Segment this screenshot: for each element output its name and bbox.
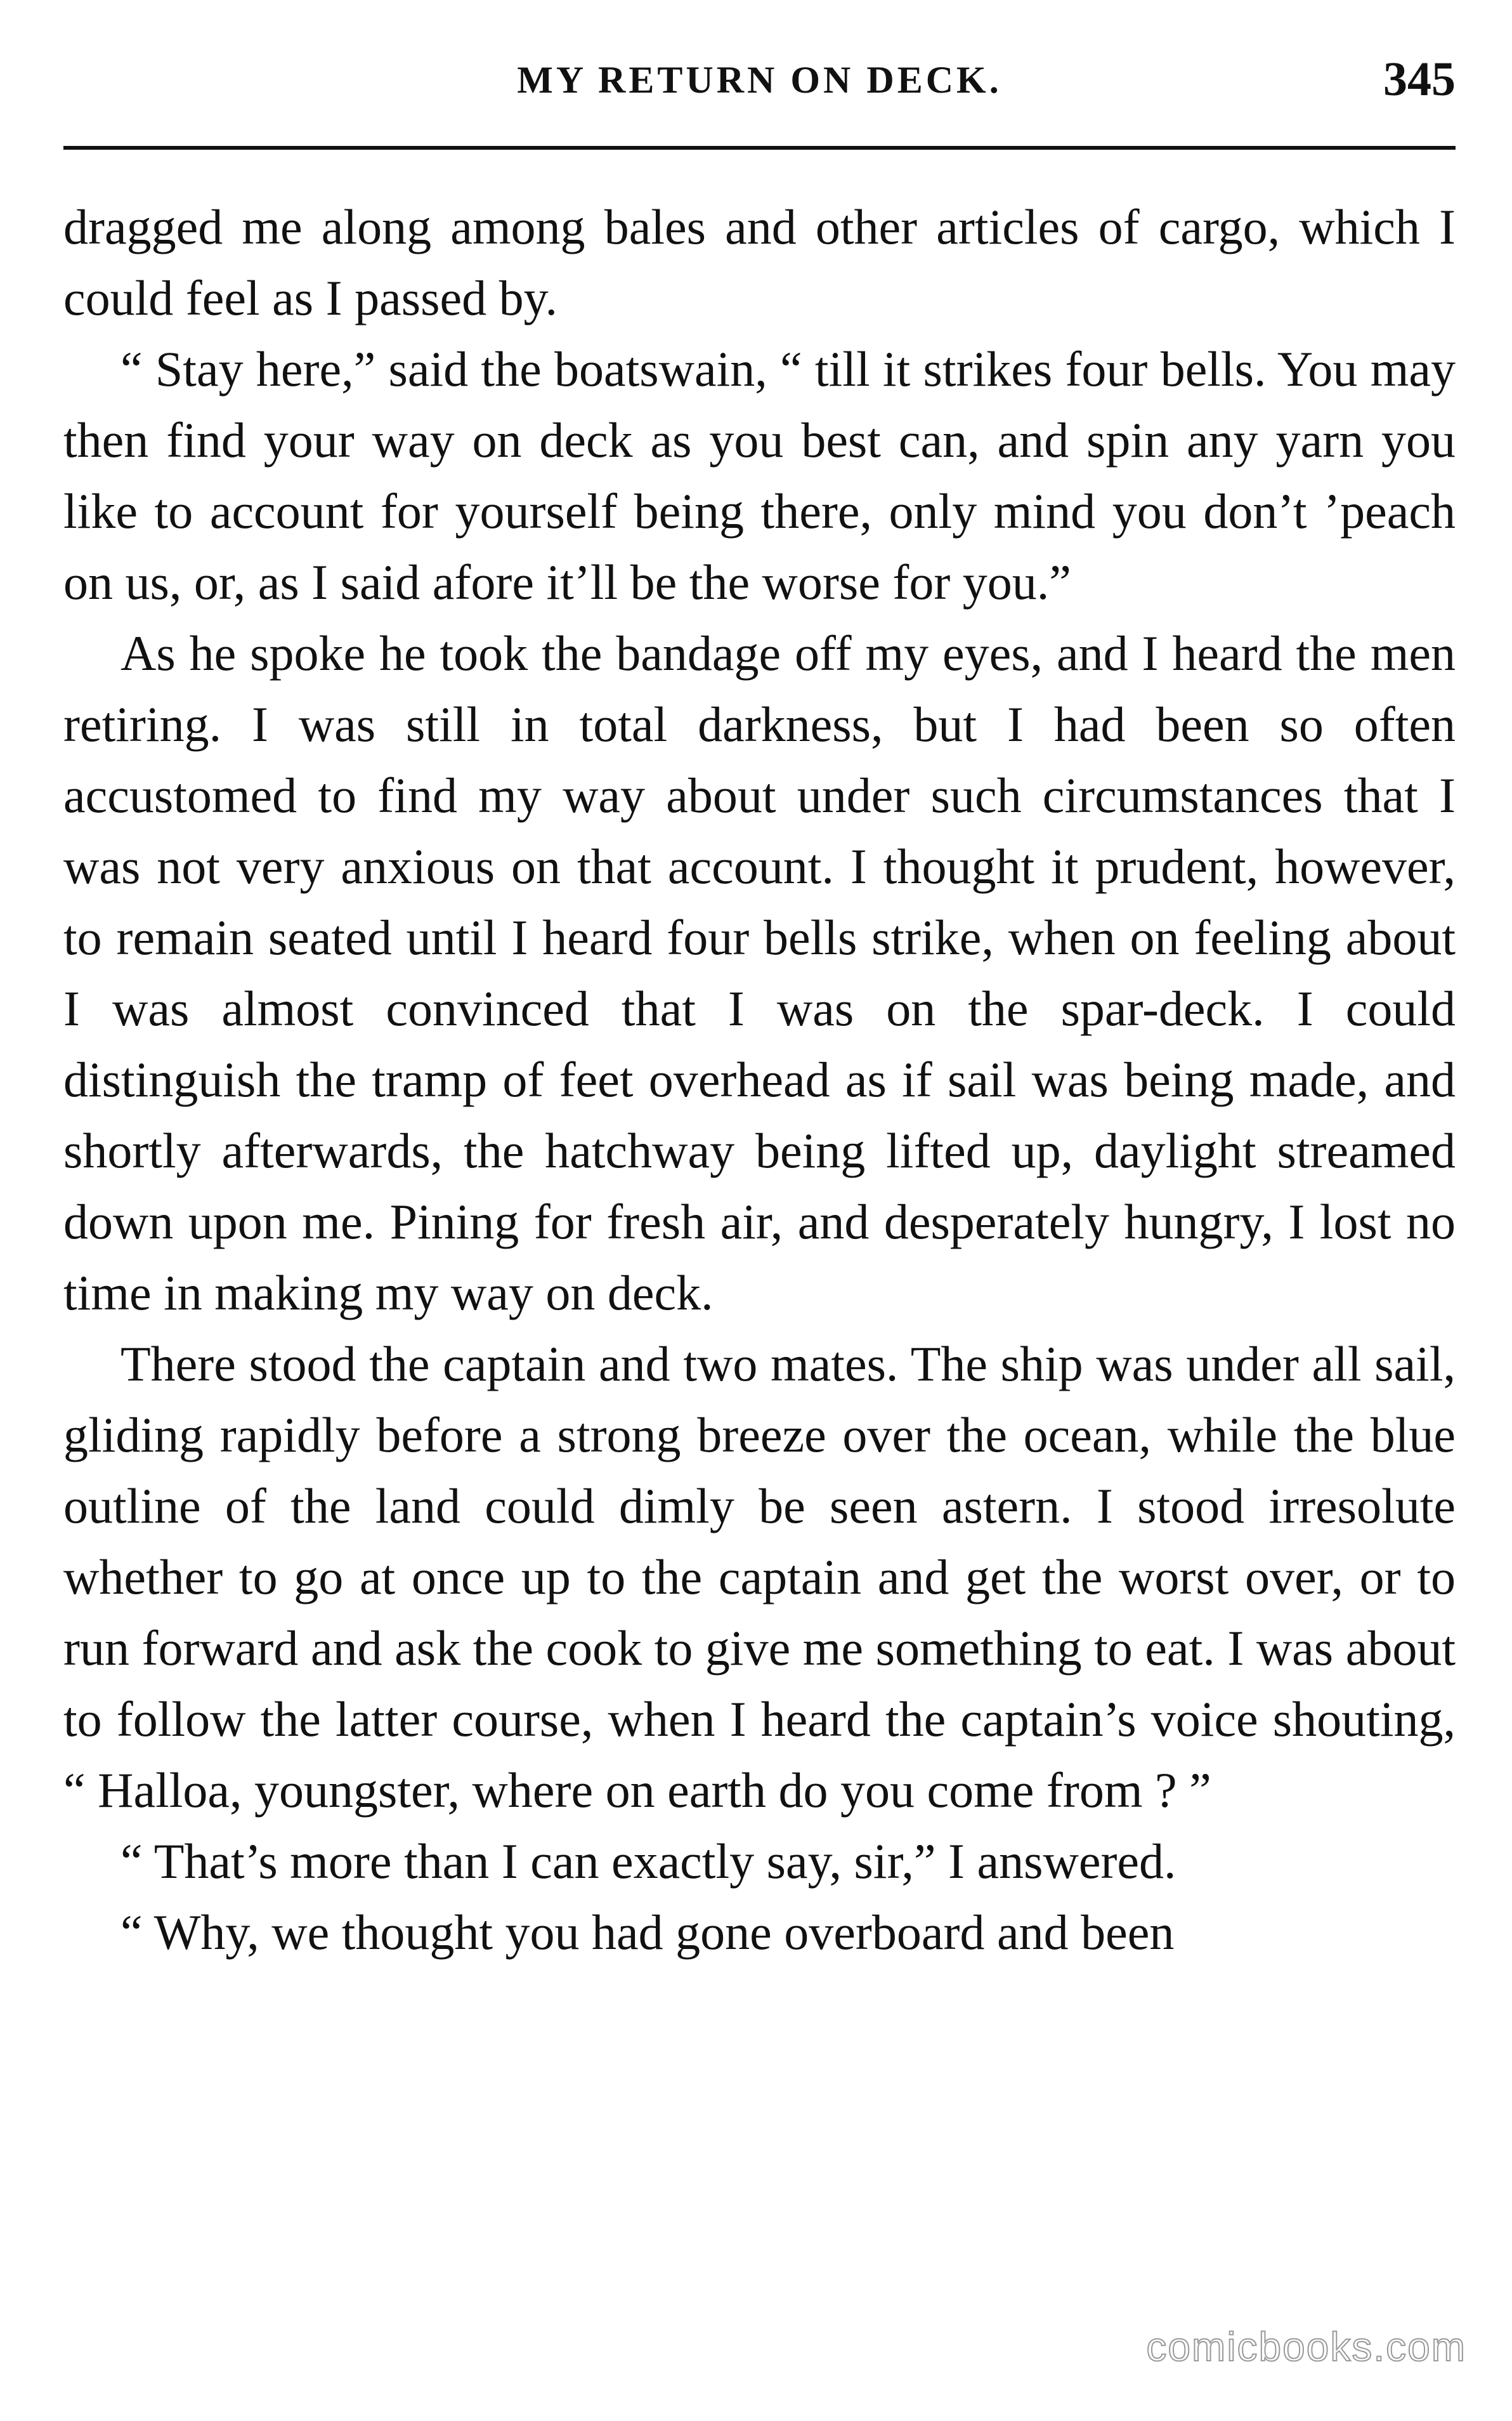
body-text bbox=[63, 192, 1456, 1968]
paragraph-continued: dragged me along among bales and other articles of cargo, which I could feel as I passed by. bbox=[63, 199, 1456, 325]
watermark: comicbooks.com bbox=[1146, 2324, 1466, 2370]
paragraph-boatswain-speech: “ Stay here,” said the boatswain, “ till it strikes four bells. You may then find your way on deck as you best can, and spin any yarn you like to account for yourself being there, only mind you don’t ’peach on us, or, as I said afore it’ll be the worse for you.” bbox=[63, 341, 1456, 610]
paragraph-answer: “ That’s more than I can exactly say, sir,” I answered. bbox=[121, 1834, 1176, 1889]
paragraph-captain-and-mates: There stood the captain and two mates. The ship was under all sail, gliding rapidly before a strong breeze over the ocean, while the blue outline of the land could dimly be seen astern. I stood irresolute whether to go at once up to the captain and get the worst over, or to run forward and ask the cook to give me something to eat. I was about to follow the latter course, when I heard the captain’s voice shouting, “ Halloa, youngster, where on earth do you come from ? ” bbox=[63, 1336, 1456, 1818]
paragraph-thought-overboard: “ Why, we thought you had gone overboard and been bbox=[121, 1905, 1175, 1960]
header-rule bbox=[63, 146, 1456, 150]
page-number: 345 bbox=[1383, 53, 1456, 106]
running-head bbox=[63, 49, 1456, 119]
running-title: MY RETURN ON DECK. bbox=[517, 59, 1002, 101]
paragraph-bandage-removed: As he spoke he took the bandage off my eyes, and I heard the men retiring. I was still in total darkness, but I had been so often accustomed to find my way about under such circumstances that I was not very anxious on that account. I thought it prudent, however, to remain seated until I heard four bells strike, when on feeling about I was almost convinced that I was on the spar-deck. I could distinguish the tramp of feet overhead as if sail was being made, and shortly afterwards, the hatchway being lifted up, daylight streamed down upon me. Pining for fresh air, and desperately hungry, I lost no time in making my way on deck. bbox=[63, 626, 1456, 1320]
